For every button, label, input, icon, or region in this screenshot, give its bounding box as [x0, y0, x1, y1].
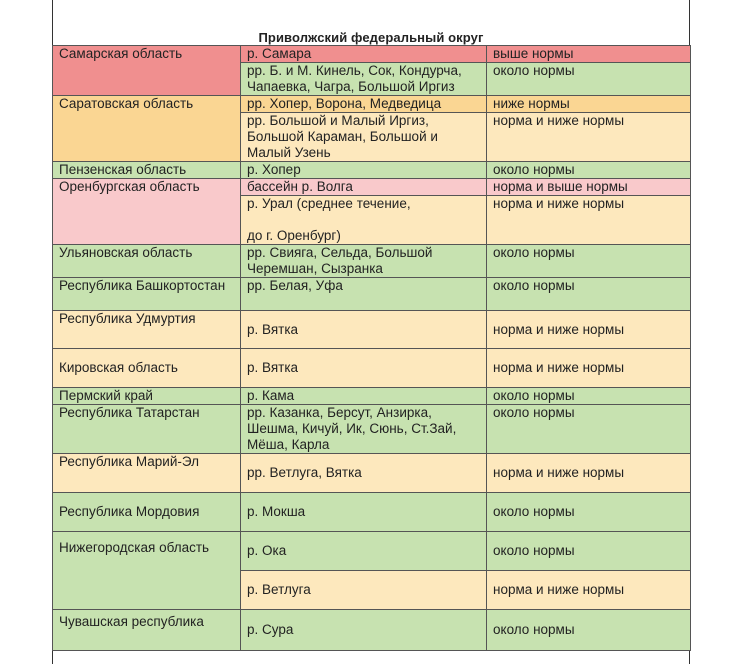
table-row	[53, 454, 691, 493]
status-cell: около нормы	[487, 63, 691, 96]
river-cell: рр. Ветлуга, Вятка	[241, 454, 487, 493]
status-cell: выше нормы	[487, 46, 691, 63]
river-cell: р. Сура	[241, 610, 487, 651]
river-cell: р. Хопер	[241, 162, 487, 179]
status-cell: норма и выше нормы	[487, 179, 691, 196]
table-row	[53, 46, 691, 63]
river-cell: бассейн р. Волга	[241, 179, 487, 196]
table-row	[53, 405, 691, 454]
status-cell: норма и ниже нормы	[487, 196, 691, 245]
flood-table	[52, 45, 691, 651]
region-cell: Республика Мордовия	[53, 493, 241, 532]
river-cell: рр. Хопер, Ворона, Медведица	[241, 96, 487, 113]
region-cell: Республика Татарстан	[53, 405, 241, 454]
table-row	[53, 311, 691, 349]
region-cell: Республика Удмуртия	[53, 311, 241, 349]
river-cell: р. Мокша	[241, 493, 487, 532]
river-text: р. Урал (среднее течение,	[247, 196, 411, 211]
river-cell: р. Кама	[241, 388, 487, 405]
river-cell: рр. Свияга, Сельда, Большой Черемшан, Сызранка	[241, 245, 487, 278]
river-cell: рр. Б. и М. Кинель, Сок, Кондурча, Чапаевка, Чагра, Большой Иргиз	[241, 63, 487, 96]
region-cell: Пермский край	[53, 388, 241, 405]
status-cell: около нормы	[487, 388, 691, 405]
status-cell: норма и ниже нормы	[487, 311, 691, 349]
river-cell: рр. Большой и Малый Иргиз, Большой Караман, Большой и Малый Узень	[241, 113, 487, 162]
status-cell: около нормы	[487, 405, 691, 454]
river-cell: р. Вятка	[241, 349, 487, 388]
region-cell: Пензенская область	[53, 162, 241, 179]
table-title: Приволжский федеральный округ	[258, 30, 484, 45]
river-cell: р. Ока	[241, 532, 487, 571]
table-row	[53, 179, 691, 196]
status-cell: ниже нормы	[487, 96, 691, 113]
status-cell: норма и ниже нормы	[487, 349, 691, 388]
region-cell: Саратовская область	[53, 96, 241, 162]
status-cell: около нормы	[487, 610, 691, 651]
river-cell: рр. Белая, Уфа	[241, 278, 487, 311]
region-cell: Оренбургская область	[53, 179, 241, 245]
river-cell: рр. Казанка, Берсут, Анзирка, Шешма, Кичуй, Ик, Сюнь, Ст.Зай, Мёша, Карла	[241, 405, 487, 454]
table-row	[53, 245, 691, 278]
region-cell: Самарская область	[53, 46, 241, 96]
table-row	[53, 349, 691, 388]
table-row	[53, 96, 691, 113]
river-cell: р. Самара	[241, 46, 487, 63]
river-text-continued: до г. Оренбург)	[247, 228, 341, 243]
status-cell: норма и ниже нормы	[487, 454, 691, 493]
table-row	[53, 493, 691, 532]
status-cell: норма и ниже нормы	[487, 571, 691, 610]
table-row	[53, 610, 691, 651]
region-cell: Нижегородская область	[53, 532, 241, 610]
status-cell: около нормы	[487, 162, 691, 179]
table-row	[53, 278, 691, 311]
region-cell: Кировская область	[53, 349, 241, 388]
region-cell: Республика Марий-Эл	[53, 454, 241, 493]
status-cell: около нормы	[487, 278, 691, 311]
table-row	[53, 388, 691, 405]
table-row	[53, 162, 691, 179]
region-cell: Ульяновская область	[53, 245, 241, 278]
status-cell: около нормы	[487, 493, 691, 532]
river-cell: р. Вятка	[241, 311, 487, 349]
status-cell: около нормы	[487, 532, 691, 571]
status-cell: норма и ниже нормы	[487, 113, 691, 162]
status-cell: около нормы	[487, 245, 691, 278]
region-cell: Республика Башкортостан	[53, 278, 241, 311]
river-cell	[241, 196, 487, 245]
river-cell: р. Ветлуга	[241, 571, 487, 610]
table-row	[53, 532, 691, 571]
region-cell: Чувашская республика	[53, 610, 241, 651]
